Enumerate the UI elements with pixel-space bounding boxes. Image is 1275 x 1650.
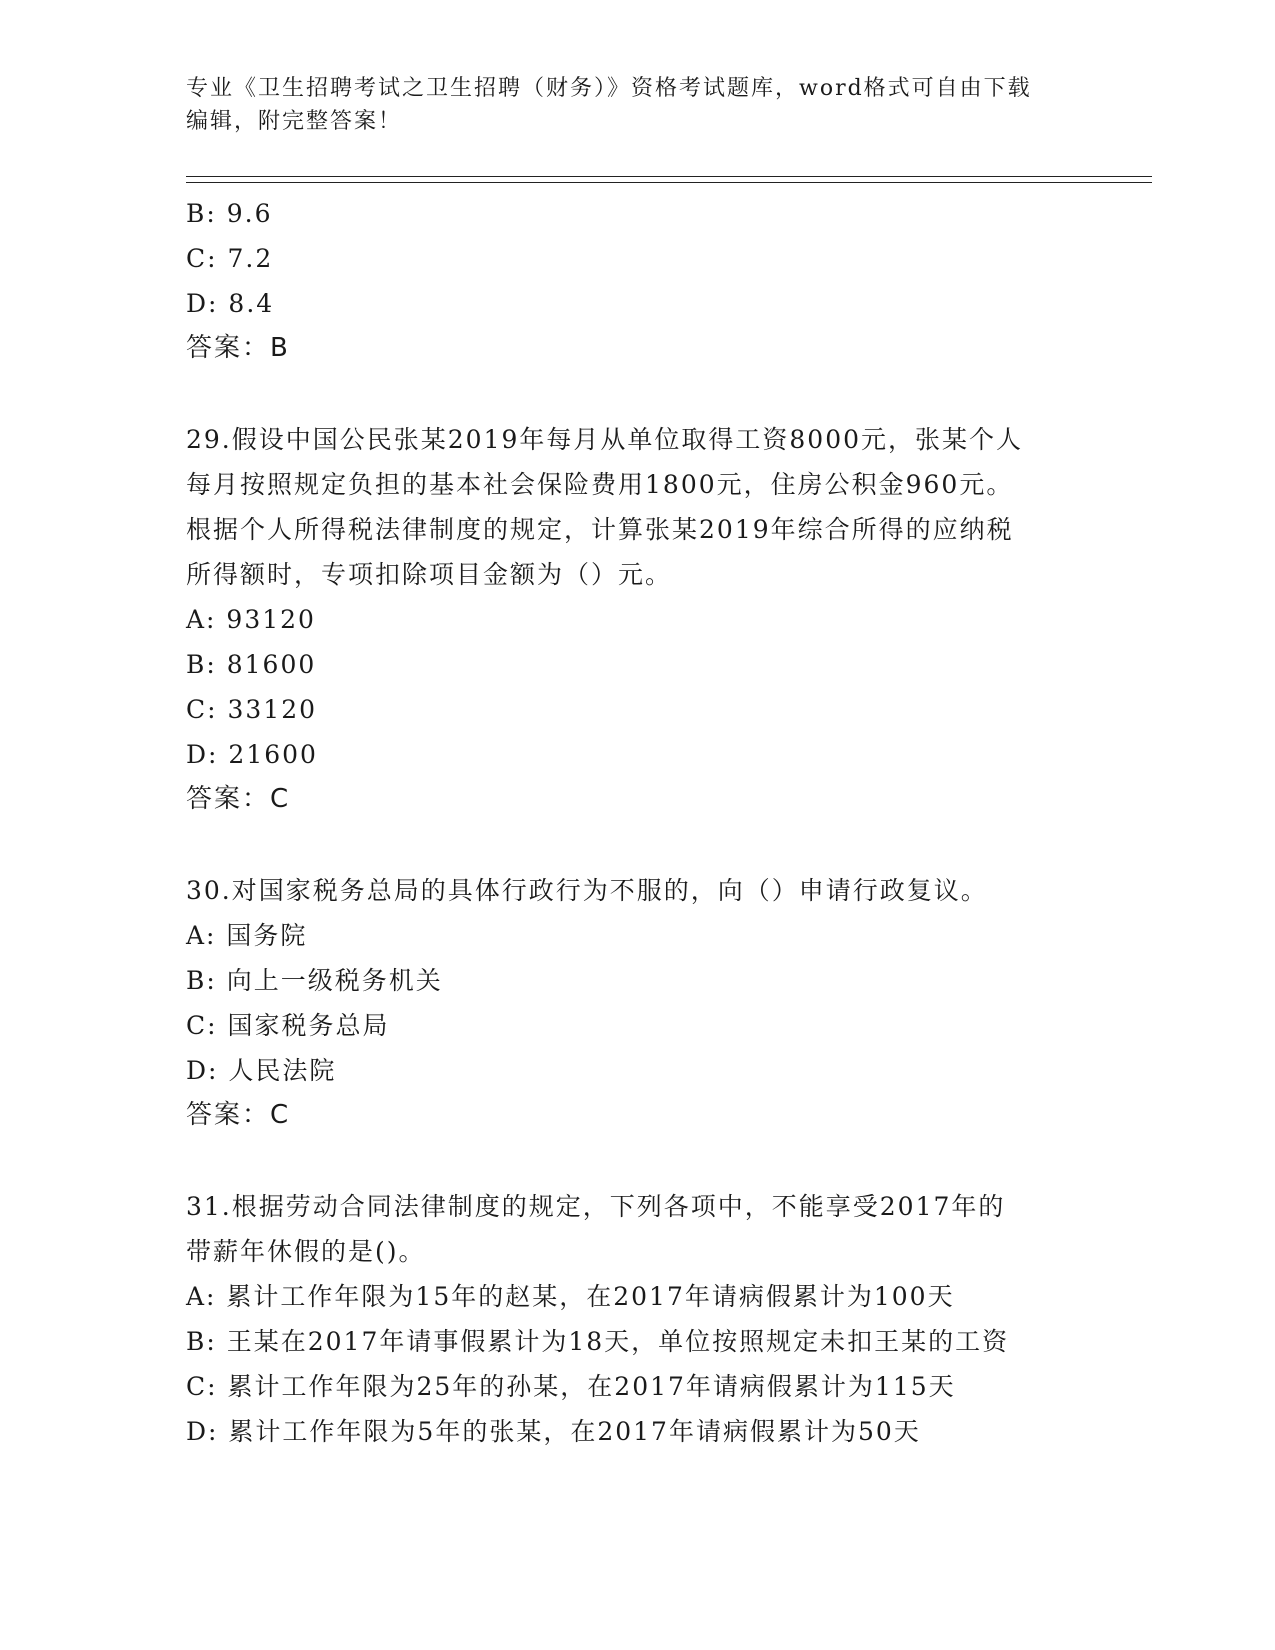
question-stem-line: 带薪年休假的是()。 bbox=[186, 1237, 426, 1266]
question-stem-line: 根据个人所得税法律制度的规定，计算张某2019年综合所得的应纳税 bbox=[186, 515, 1014, 544]
question-stem-line: 每月按照规定负担的基本社会保险费用1800元，住房公积金960元。 bbox=[186, 470, 1014, 499]
option-b: B: 向上一级税务机关 bbox=[186, 966, 443, 995]
option-d: D: 人民法院 bbox=[186, 1056, 337, 1085]
option-d: D: 21600 bbox=[186, 740, 318, 769]
option-c: C: 33120 bbox=[186, 695, 318, 724]
option-b: B: 9.6 bbox=[186, 199, 273, 228]
question-30 bbox=[186, 868, 1086, 1138]
document-header bbox=[186, 72, 1086, 138]
header-rule-top bbox=[186, 176, 1152, 177]
answer-label: 答案：C bbox=[186, 784, 291, 814]
spacer bbox=[186, 822, 1086, 868]
header-rule-bottom bbox=[186, 182, 1152, 183]
option-d: D: 8.4 bbox=[186, 289, 275, 318]
option-c: C: 7.2 bbox=[186, 244, 274, 273]
spacer bbox=[186, 1138, 1086, 1184]
question-28-tail bbox=[186, 191, 1086, 371]
header-line-1: 专业《卫生招聘考试之卫生招聘（财务）》资格考试题库，word格式可自由下载 bbox=[186, 76, 1032, 101]
option-b: B: 81600 bbox=[186, 650, 317, 679]
question-stem-line: 所得额时，专项扣除项目金额为（）元。 bbox=[186, 560, 673, 589]
question-31 bbox=[186, 1184, 1086, 1454]
option-c: C: 累计工作年限为25年的孙某，在2017年请病假累计为115天 bbox=[186, 1372, 956, 1401]
option-b: B: 王某在2017年请事假累计为18天，单位按照规定未扣王某的工资 bbox=[186, 1327, 1010, 1356]
question-stem-line: 29.假设中国公民张某2019年每月从单位取得工资8000元，张某个人 bbox=[186, 425, 1024, 454]
answer-label: 答案：B bbox=[186, 333, 290, 363]
answer-label: 答案：C bbox=[186, 1100, 291, 1130]
question-stem-line: 30.对国家税务总局的具体行政行为不服的，向（）申请行政复议。 bbox=[186, 876, 988, 905]
option-a: A: 国务院 bbox=[186, 921, 308, 950]
option-d: D: 累计工作年限为5年的张某，在2017年请病假累计为50天 bbox=[186, 1417, 921, 1446]
question-stem-line: 31.根据劳动合同法律制度的规定，下列各项中，不能享受2017年的 bbox=[186, 1192, 1006, 1221]
option-a: A: 93120 bbox=[186, 605, 316, 634]
option-c: C: 国家税务总局 bbox=[186, 1011, 390, 1040]
header-line-2: 编辑，附完整答案！ bbox=[186, 109, 403, 134]
question-29 bbox=[186, 417, 1086, 822]
question-content bbox=[186, 191, 1086, 1454]
spacer bbox=[186, 371, 1086, 417]
option-a: A: 累计工作年限为15年的赵某，在2017年请病假累计为100天 bbox=[186, 1282, 955, 1311]
